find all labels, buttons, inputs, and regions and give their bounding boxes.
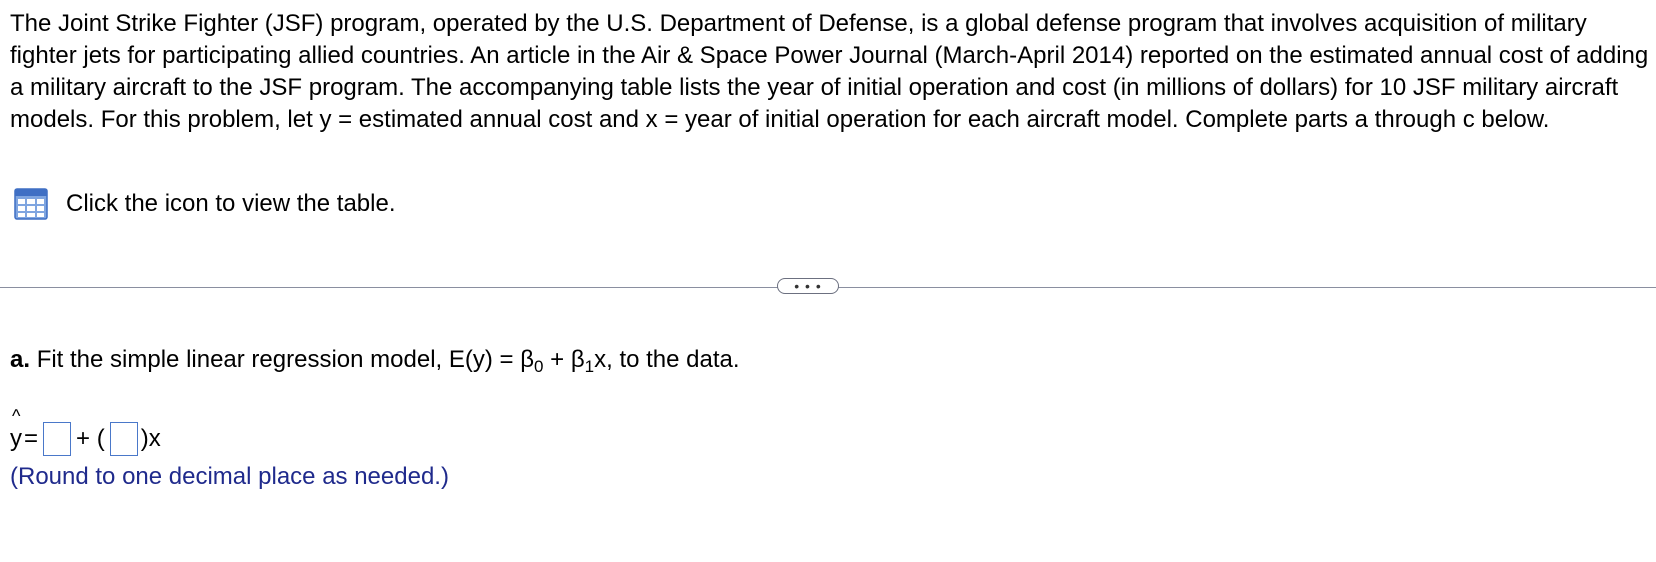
- regression-equation: [10, 406, 161, 456]
- y-hat-letter: y: [10, 425, 22, 452]
- plus-open-paren: + (: [76, 425, 105, 452]
- view-table-label[interactable]: Click the icon to view the table.: [66, 190, 396, 217]
- equals-sign: =: [24, 425, 39, 452]
- slope-input[interactable]: [110, 422, 138, 456]
- expand-more-button[interactable]: • • •: [777, 278, 839, 294]
- rounding-note: (Round to one decimal place as needed.): [10, 463, 449, 490]
- part-a-label: a.: [10, 346, 31, 373]
- part-a-text-before: Fit the simple linear regression model, E(y) = β: [36, 346, 535, 373]
- hat-symbol: ^: [12, 406, 21, 426]
- table-grid-icon[interactable]: [14, 188, 48, 220]
- part-a-prompt: [10, 344, 740, 376]
- intercept-input[interactable]: [43, 422, 71, 456]
- problem-statement: The Joint Strike Fighter (JSF) program, operated by the U.S. Department of Defense, is a global defense program that involves acquisition of military fighter jets for participating allied countries. An article in the Air & Space Power Journal (March-April 2014) reported on the estimated annual cost of adding a military aircraft to the JSF program. The accompanying table lists the year of initial operation and cost (in millions of dollars) for 10 JSF military aircraft models. For this problem, let y = estimated annual cost and x = year of initial operation for each aircraft model. Complete parts a through c below.: [10, 10, 1649, 133]
- y-hat: [10, 406, 22, 455]
- part-a-text-after: x, to the data.: [594, 346, 740, 373]
- beta0-subscript: 0: [534, 357, 544, 376]
- view-table-link[interactable]: [14, 188, 396, 220]
- close-paren-x: )x: [140, 425, 161, 452]
- beta1-subscript: 1: [584, 357, 595, 376]
- part-a-plus: + β: [543, 346, 585, 373]
